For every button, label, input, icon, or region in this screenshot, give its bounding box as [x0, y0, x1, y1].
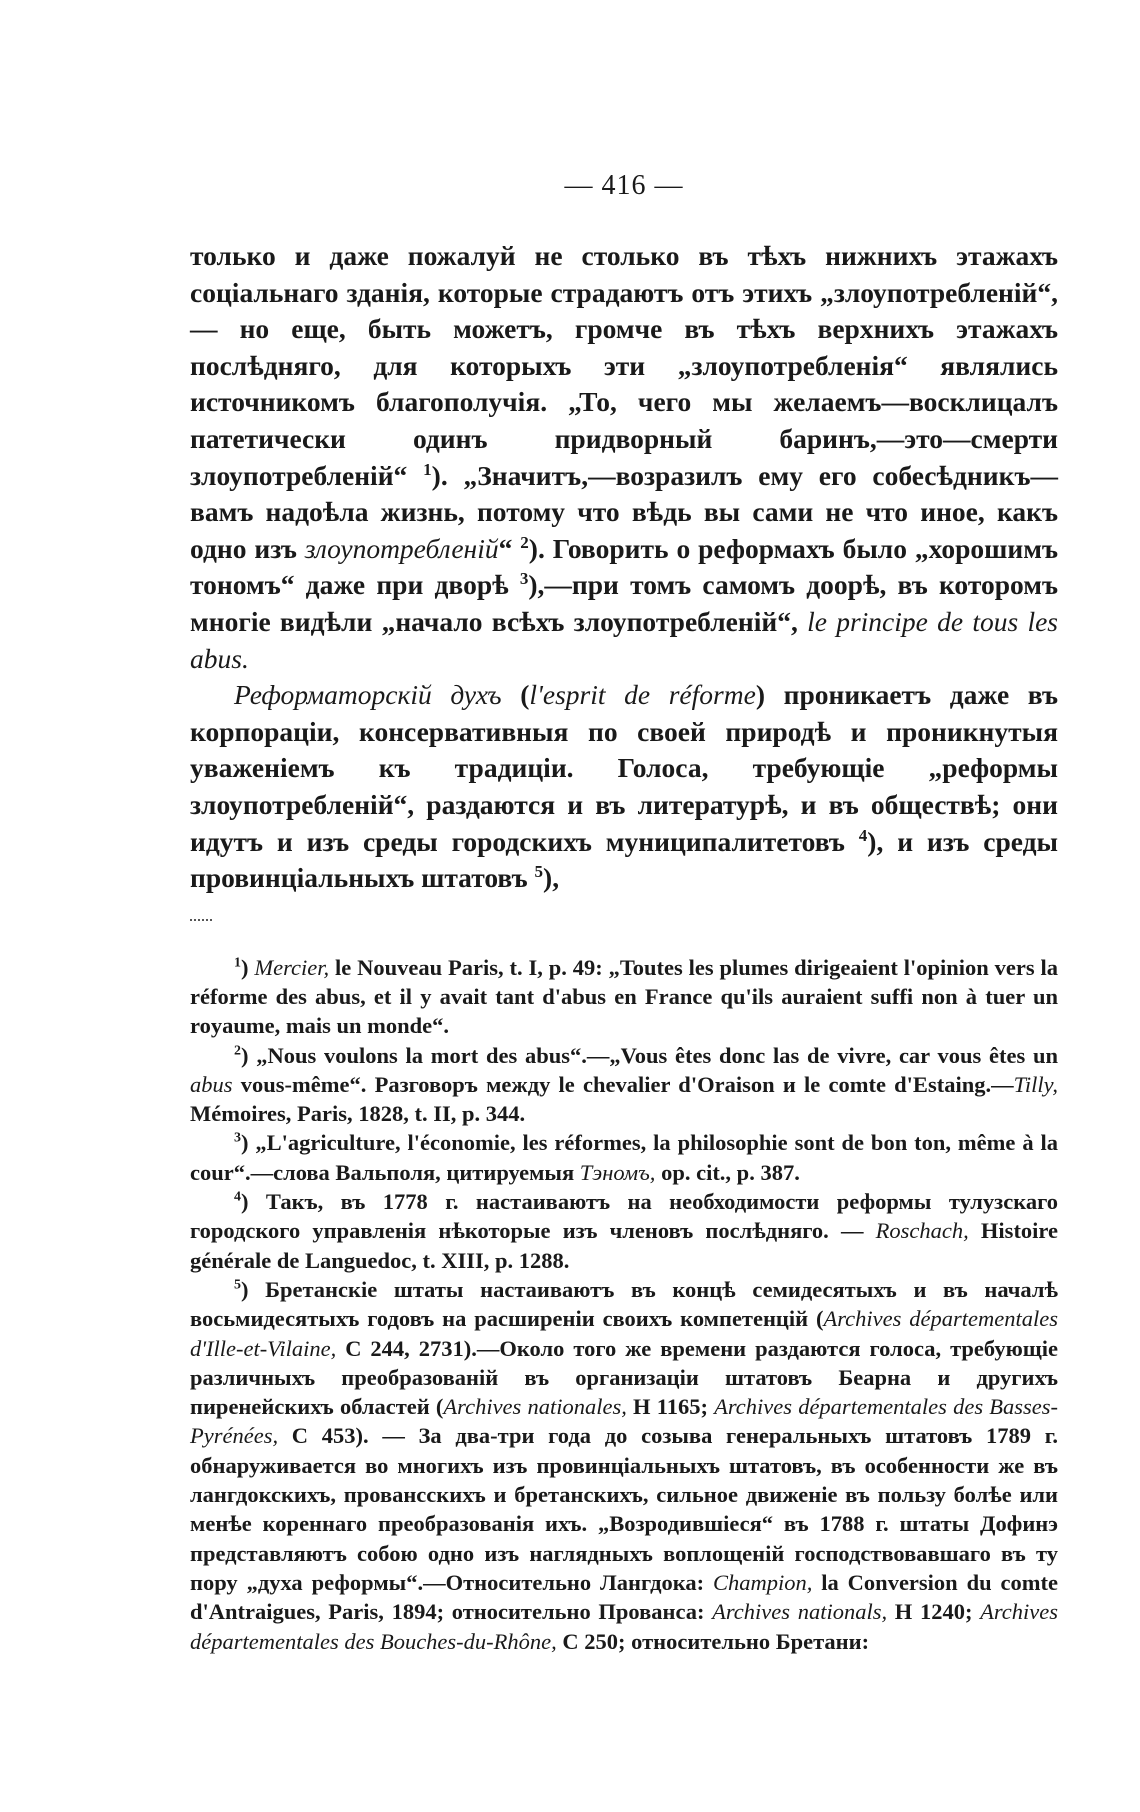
fn1-seg-2: Mercier,	[254, 954, 330, 980]
p1-seg-2: ). „Значитъ,—возразилъ ему его собесѣдникъ—вамъ надоѣла жизнь, потому что вѣдь вы сами не что иное, какъ одно изъ	[190, 459, 1058, 564]
fn5-seg-6: Archives départementales des Basses-Pyrénées,	[190, 1394, 1058, 1449]
book-page	[190, 170, 1058, 1656]
p1-seg-9: le principe de tous les abus.	[190, 605, 1058, 674]
footnote-ref-4: 4	[858, 825, 868, 845]
fn5-seg-3: C 244, 2731).—Около того же времени раздаются голоса, требующіе различныхъ преобразованій въ организаціи штатовъ Беарна и другихъ пиренейскихъ областей (	[190, 1335, 1058, 1420]
fn3-seg-3: op. cit., p. 387.	[655, 1159, 800, 1185]
fn5-seg-10: Archives nationals,	[712, 1599, 888, 1625]
fn5-seg-4: Archives nationales,	[443, 1394, 627, 1420]
p2-seg-2: l'esprit de réforme	[529, 679, 756, 711]
footnotes	[190, 953, 1058, 1656]
fn5-seg-2: Archives départementales d'Ille-et-Vilaine,	[190, 1306, 1058, 1361]
fn5-seg-8: Champion,	[712, 1569, 813, 1595]
footnote-4	[190, 1187, 1058, 1275]
p1-seg-8: ),—при томъ самомъ доорѣ, въ которомъ многіе видѣли „начало всѣхъ злоупотребленій“,	[190, 569, 1059, 637]
main-text	[190, 238, 1058, 897]
fn5-seg-7: C 453). — За два-три года до созыва генеральныхъ штатовъ 1789 г. обнаруживается во многихъ изъ провинціальныхъ штатовъ, въ особенности же въ лангдокскихъ, провансскихъ и бретанскихъ, сильное движеніе въ пользу болѣе или менѣе кореннаго преобразованія ихъ. „Возродившіеся“ въ 1788 г. штаты Дофинэ представляютъ собою одно изъ наглядныхъ воплощеній господствовавшаго въ ту пору „духа реформы“.—Относительно Лангдока:	[190, 1423, 1058, 1595]
p2-seg-0: Реформаторскій духъ	[234, 679, 502, 711]
fn2-seg-2: abus	[190, 1071, 233, 1097]
fn1-seg-1: )	[240, 954, 255, 980]
fn4-seg-3: Histoire générale de Languedoc, t. XIII, p. 1288.	[190, 1218, 1059, 1273]
fn4-seg-1: ) Такъ, въ 1778 г. настаиваютъ на необходимости реформы тулузскаго городского управленія нѣкоторые изъ членовъ послѣдняго. —	[190, 1189, 1058, 1244]
footnote-ref-2: 2	[520, 532, 529, 552]
fn5-seg-11: H 1240;	[887, 1599, 981, 1625]
fn2-seg-5: Mémoires, Paris, 1828, t. II, p. 344.	[190, 1101, 526, 1127]
p1-seg-0: только и даже пожалуй не столько въ тѣхъ нижнихъ этажахъ соціальнаго зданія, которые страдаютъ отъ этихъ „злоупотребленій“,— но еще, быть можетъ, громче въ тѣхъ верхнихъ этажахъ послѣдняго, для которыхъ эти „злоупотребленія“ являлись источникомъ благополучія. „То, чего мы желаемъ—восклицалъ патетически одинъ придворный баринъ,—это—смерти злоупотребленій“	[190, 240, 1058, 491]
footnote-5	[190, 1275, 1058, 1656]
p1-seg-4: “	[498, 532, 521, 564]
p2-seg-5: ), и изъ среды провинціальныхъ штатовъ	[190, 825, 1058, 894]
fn5-seg-12: Archives départementales des Bouches-du-Rhône,	[190, 1599, 1058, 1654]
footnote-ref-1: 1	[423, 459, 432, 479]
footnote-divider	[190, 919, 212, 921]
fn2-seg-3: vous-même“. Разговоръ между le chevalier d'Oraison и le comte d'Estaing.—	[232, 1071, 1014, 1097]
fn3-seg-1: ) „L'agriculture, l'économie, les réformes, la philosophie sont de bon ton, même à la cour“.—слова Вальполя, цитируемыя	[190, 1130, 1058, 1185]
p2-seg-1: (	[501, 679, 530, 711]
fn5-seg-1: ) Бретанскіе штаты настаиваютъ въ концѣ семидесятыхъ и въ началѣ восьмидесятыхъ годовъ на расширеніи своихъ компетенцій (	[190, 1276, 1058, 1332]
p1-seg-3: злоупотребленій	[304, 532, 499, 564]
footnote-ref-3: 3	[519, 569, 529, 589]
page-number: — 416 —	[564, 170, 684, 201]
p2-seg-3: ) проникаетъ даже въ корпораціи, консервативныя по своей природѣ и проникнутыя уваженіемъ къ традиціи. Голоса, требующіе „реформы злоупотребленій“, раздаются и въ литературѣ, и въ обществѣ; они идутъ и изъ среды городскихъ муниципалитетовъ	[190, 679, 1058, 857]
p1-seg-6: ). Говорить о реформахъ было „хорошимъ тономъ“ даже при дворѣ	[190, 532, 1058, 601]
fn2-seg-4: Tilly,	[1013, 1071, 1058, 1097]
fn5-seg-5: H 1165;	[626, 1394, 715, 1420]
fn2-num: 2	[234, 1043, 241, 1059]
fn1-num: 1	[234, 955, 241, 971]
footnote-ref-5: 5	[534, 861, 544, 881]
fn4-num: 4	[234, 1189, 241, 1205]
p2-seg-7: ),	[543, 862, 560, 894]
main-paragraph-2	[190, 677, 1058, 897]
fn2-seg-1: ) „Nous voulons la mort des abus“.—„Vous êtes donc las de vivre, car vous êtes un	[240, 1042, 1058, 1068]
footnote-2	[190, 1041, 1058, 1129]
footnote-3	[190, 1128, 1058, 1187]
fn1-seg-3: le Nouveau Paris, t. I, p. 49: „Toutes les plumes dirigeaient l'opinion vers la réforme des abus, et il y avait tant d'abus en France qu'ils auraient suffi non à tuer un royaume, mais un monde“.	[190, 954, 1059, 1039]
fn3-seg-2: Тэномъ,	[579, 1159, 656, 1185]
main-paragraph-1	[190, 238, 1058, 677]
fn5-seg-9: la Conversion du comte d'Antraigues, Paris, 1894; относительно Прованса:	[190, 1569, 1058, 1625]
fn5-num: 5	[234, 1277, 241, 1293]
footnote-1	[190, 953, 1058, 1041]
fn5-seg-13: C 250; относительно Бретани:	[556, 1628, 870, 1654]
fn3-num: 3	[234, 1130, 241, 1146]
fn4-seg-2: Roschach,	[875, 1218, 969, 1244]
